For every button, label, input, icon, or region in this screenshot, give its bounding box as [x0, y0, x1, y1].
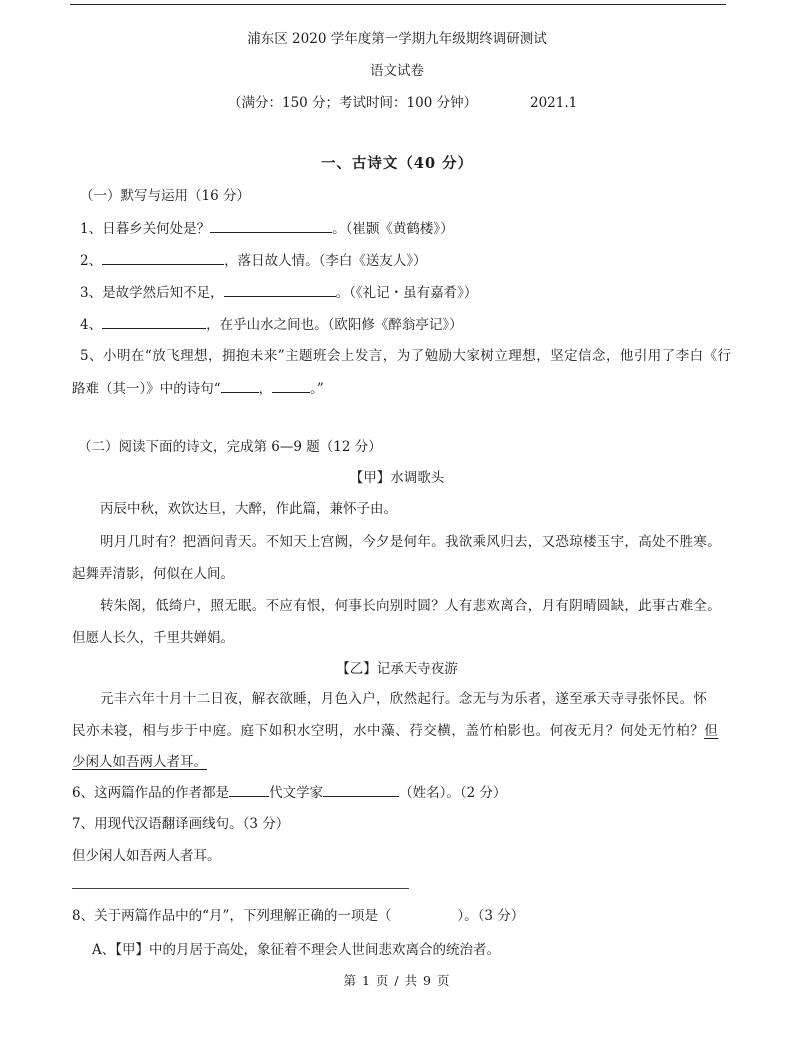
question-2: [80, 251, 427, 270]
exam-subject: 语文试卷: [370, 63, 424, 79]
question-4-text: ，在乎山水之间也。（欧阳修《醉翁亭记》）: [206, 317, 463, 333]
poem-a-line1: 明月几时有？把酒问青天。不知天上宫阙，今夕是何年。我欲乘风归去，又恐琼楼玉宇，高处不胜寒。: [100, 534, 721, 550]
page-footer: 第 1 页 / 共 9 页: [343, 973, 451, 988]
question-3-source: 。（《礼记・虽有嘉肴》）: [335, 285, 478, 301]
question-5-text: 路难（其一）》中的诗句“: [72, 381, 221, 397]
question-6-text: 6、这两篇作品的作者都是: [72, 785, 230, 801]
answer-blank[interactable]: [272, 379, 310, 393]
exam-meta: （满分：150 分；考试时间：100 分钟）: [228, 95, 478, 111]
question-5-line1: 5、小明在“放飞理想，拥抱未来”主题班会上发言，为了勉励大家树立理想，坚定信念，他引用了李白《行: [80, 348, 732, 364]
option-a: A、【甲】中的月居于高处，象征着不理会人世间悲欢离合的统治者。: [92, 942, 500, 958]
text-b-line3-underlined: 少闲人如吾两人者耳。: [72, 754, 207, 770]
question-3: [80, 283, 477, 302]
question-4-number: 4、: [80, 317, 103, 333]
question-2-text: ，落日故人情。（李白《送友人》）: [224, 253, 427, 269]
question-7: 7、用现代汉语翻译画线句。（3 分）: [72, 816, 290, 832]
top-rule: [70, 4, 726, 5]
poem-a-line4: 但愿人长久，千里共婵娟。: [72, 630, 234, 646]
closing-quote: 。”: [310, 381, 324, 397]
question-8-suffix: ）。（3 分）: [457, 908, 525, 924]
poem-a-line2: 起舞弄清影，何似在人间。: [72, 566, 234, 582]
question-1: [80, 219, 454, 238]
answer-blank[interactable]: [229, 783, 269, 797]
exam-date: 2021.1: [530, 95, 578, 111]
question-6-suffix: （姓名）。（2 分）: [399, 785, 507, 801]
part1-heading: （一）默写与运用（16 分）: [80, 188, 250, 204]
answer-blank[interactable]: [102, 251, 224, 265]
question-8: [72, 907, 524, 925]
poem-a-title: 【甲】水调歌头: [349, 470, 445, 486]
poem-a-line3: 转朱阁，低绮户，照无眠。不应有恨，何事长向别时圆？人有悲欢离合，月有阴晴圆缺，此事古难全。: [100, 598, 721, 614]
answer-blank[interactable]: [102, 315, 206, 329]
part2-heading: （二）阅读下面的诗文，完成第 6—9 题（12 分）: [78, 439, 382, 455]
answer-blank[interactable]: [210, 219, 332, 233]
text-b-line2-plain: 民亦未寝，相与步于中庭。庭下如积水空明，水中藻、荇交横，盖竹柏影也。何夜无月？何处无竹柏？: [72, 723, 705, 739]
answer-blank[interactable]: [224, 283, 336, 297]
poem-a-preface: 丙辰中秋，欢饮达旦，大醉，作此篇，兼怀子由。: [100, 501, 397, 517]
answer-line[interactable]: [72, 888, 409, 889]
text-b-line1: 元丰六年十月十二日夜，解衣欲睡，月色入户，欣然起行。念无与为乐者，遂至承天寺寻张怀民。怀: [100, 691, 708, 707]
text-b-line2: [72, 722, 718, 740]
answer-blank[interactable]: [221, 379, 259, 393]
answer-blank[interactable]: [323, 783, 399, 797]
question-6-mid: 代文学家: [269, 785, 324, 801]
text-b-title: 【乙】记承天寺夜游: [336, 661, 458, 677]
question-1-text: 1、日暮乡关何处是？: [80, 221, 211, 237]
question-6: [72, 783, 506, 802]
question-1-source: 。（崔颢《黄鹤楼》）: [332, 221, 454, 237]
question-8-text: 8、关于两篇作品中的“月”，下列理解正确的一项是（: [72, 908, 392, 924]
section-heading: 一、古诗文（40 分）: [320, 155, 474, 172]
question-2-number: 2、: [80, 253, 103, 269]
question-4: [80, 315, 463, 334]
question-5-line2: [72, 379, 324, 398]
question-3-text: 3、是故学然后知不足，: [80, 285, 224, 301]
question-7-sentence: 但少闲人如吾两人者耳。: [72, 848, 221, 864]
comma: ，: [258, 381, 273, 397]
exam-title: 浦东区 2020 学年度第一学期九年级期终调研测试: [247, 31, 547, 47]
underlined-sentence-start: 但: [704, 723, 719, 739]
